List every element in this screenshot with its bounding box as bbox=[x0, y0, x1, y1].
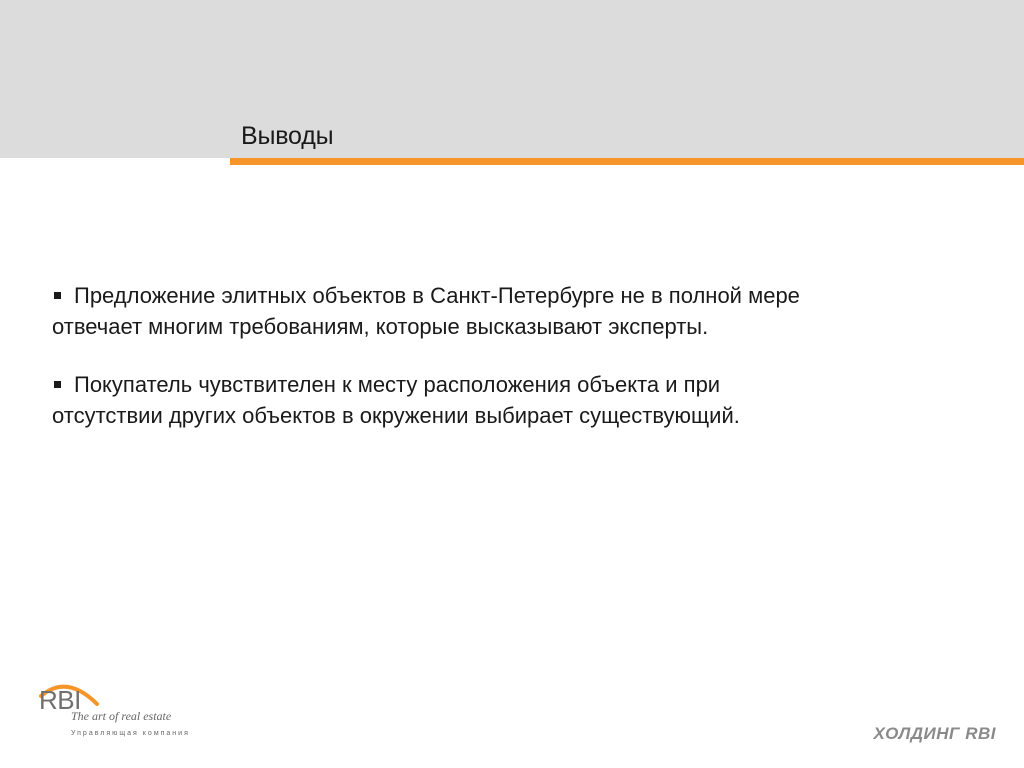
bullet-1-line-2: отвечает многим требованиям, которые высказывают эксперты. bbox=[52, 314, 709, 339]
header-notch bbox=[0, 158, 230, 165]
title-underline bbox=[230, 158, 1024, 165]
holding-brand: ХОЛДИНГ RBI bbox=[873, 724, 996, 743]
slide-title: Выводы bbox=[241, 122, 334, 150]
bullet-2-line-1: Покупатель чувствителен к месту расположения объекта и при bbox=[74, 372, 721, 397]
bullet-2-line-2: отсутствии других объектов в окружении выбирает существующий. bbox=[52, 403, 740, 428]
square-bullet-icon bbox=[54, 292, 61, 299]
rbi-logo bbox=[37, 680, 197, 742]
square-bullet-icon bbox=[54, 381, 61, 388]
bullet-item-1 bbox=[52, 280, 972, 342]
logo-name: RBI bbox=[39, 685, 81, 715]
logo-tagline: The art of real estate bbox=[71, 709, 172, 723]
bullet-item-2 bbox=[52, 369, 972, 431]
slide-content bbox=[52, 280, 972, 458]
logo-subtitle: Управляющая компания bbox=[71, 730, 190, 737]
header-band bbox=[0, 0, 1024, 158]
bullet-1-line-1: Предложение элитных объектов в Санкт-Петербурге не в полной мере bbox=[74, 283, 800, 308]
